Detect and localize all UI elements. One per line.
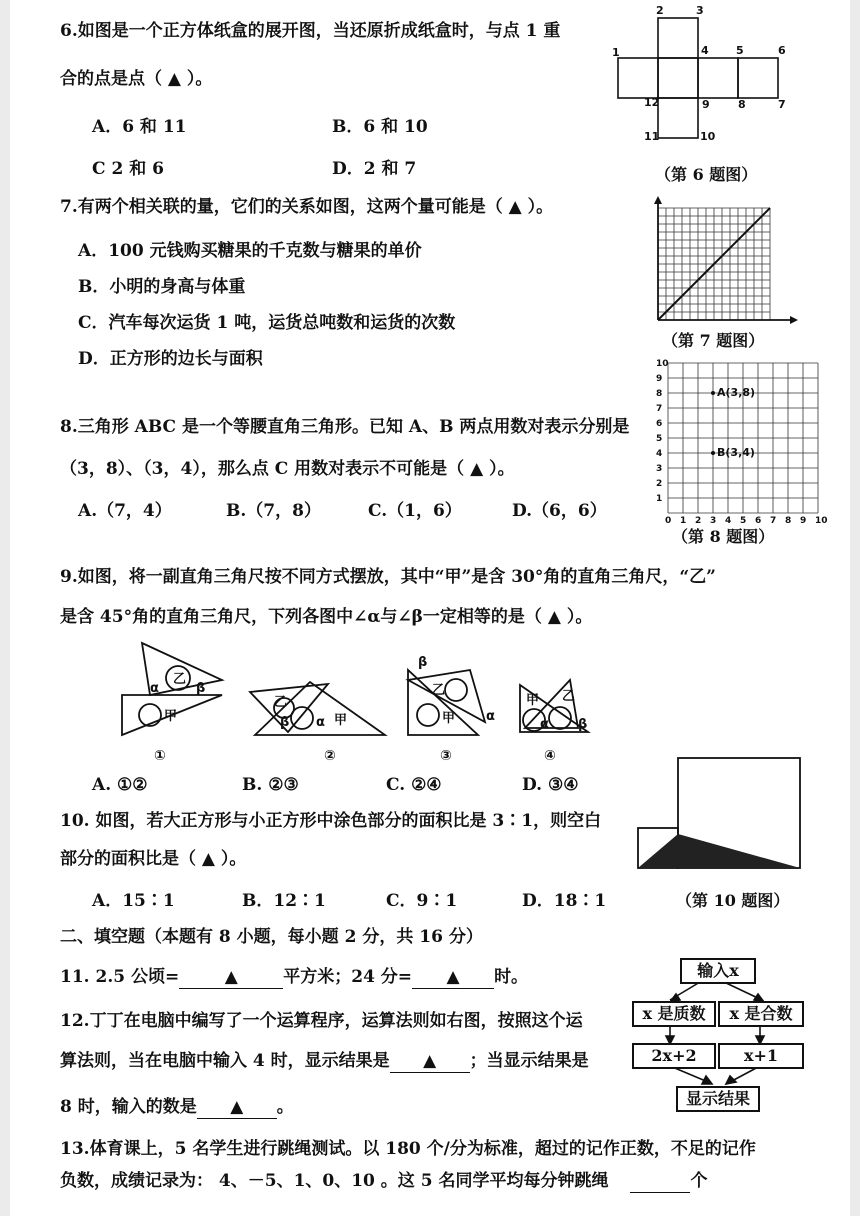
q10-figure-caption: （第 10 题图） bbox=[676, 891, 790, 910]
q10-stem-line1: 10. 如图，若大正方形与小正方形中涂色部分的面积比是 3∶1，则空白 bbox=[60, 811, 602, 831]
q8-x-tick-label: 3 bbox=[710, 516, 717, 526]
q10-option-a: A．15∶1 bbox=[92, 891, 175, 911]
q12-text-3: 8 时，输入的数是 bbox=[60, 1097, 197, 1117]
q12-stem-line3 bbox=[60, 1096, 294, 1119]
q8-y-tick-label: 7 bbox=[656, 404, 663, 414]
q11-text-3: 时。 bbox=[494, 967, 529, 987]
q8-x-tick-label: 8 bbox=[785, 516, 792, 526]
q6-net-label: 11 bbox=[644, 130, 660, 143]
q8-point-b-label: B(3,4) bbox=[717, 446, 755, 459]
q6-net-label: 6 bbox=[778, 44, 786, 57]
q8-y-tick-label: 4 bbox=[656, 449, 663, 459]
q8-x-tick-label: 7 bbox=[770, 516, 777, 526]
q8-x-tick-label: 0 bbox=[665, 516, 672, 526]
q6-net-label: 5 bbox=[736, 44, 744, 57]
q9-option-a: A. ①② bbox=[92, 775, 148, 795]
q12-stem-line2 bbox=[60, 1050, 589, 1073]
q12-flow-composite-operation-box: x+1 bbox=[718, 1043, 804, 1069]
q6-cube-net-figure bbox=[610, 0, 800, 150]
q9-figure-number-1: ① bbox=[154, 748, 166, 764]
q12-flow-composite-box: x 是合数 bbox=[718, 1001, 804, 1027]
q12-flow-prime-box: x 是质数 bbox=[632, 1001, 716, 1027]
q8-x-tick-label: 1 bbox=[680, 516, 687, 526]
q9-fig3-yi-mark: 乙 bbox=[432, 683, 446, 698]
q9-fig1-yi-mark: 乙 bbox=[173, 672, 187, 687]
q13-stem-line2 bbox=[60, 1170, 707, 1193]
q7-stem: 7.有两个相关联的量，它们的关系如图，这两个量可能是（ ▲ ）。 bbox=[60, 197, 554, 217]
q9-option-d: D. ③④ bbox=[522, 775, 579, 795]
q6-net-label: 7 bbox=[778, 98, 786, 111]
q12-flow-input-box: 输入x bbox=[680, 958, 756, 984]
q13-unit: 个 bbox=[690, 1171, 708, 1191]
q9-fig4-yi-mark: 乙 bbox=[562, 689, 576, 704]
q6-net-label: 1 bbox=[612, 46, 620, 59]
q8-x-tick-label: 10 bbox=[815, 516, 828, 526]
q6-net-label: 2 bbox=[656, 4, 664, 17]
q7-option-c: C．汽车每次运货 1 吨，运货总吨数和运货的次数 bbox=[78, 313, 456, 333]
q9-stem-line2: 是含 45°角的直角三角尺，下列各图中∠α与∠β一定相等的是（ ▲ ）。 bbox=[60, 607, 593, 627]
q9-fig3-alpha-mark: α bbox=[486, 709, 495, 724]
q6-net-label: 12 bbox=[644, 96, 660, 109]
q7-figure-caption: （第 7 题图） bbox=[662, 331, 765, 350]
q11-answer-blank-1[interactable]: ▲ bbox=[179, 966, 283, 989]
q8-option-d: D.（6，6） bbox=[512, 501, 607, 521]
q7-option-a: A．100 元钱购买糖果的千克数与糖果的单价 bbox=[78, 241, 422, 261]
q9-figure-number-2: ② bbox=[324, 748, 336, 764]
q6-option-d: D．2 和 7 bbox=[332, 159, 417, 179]
q12-text-1: 算法则，当在电脑中输入 4 时，显示结果是 bbox=[60, 1051, 390, 1071]
q13-answer-blank[interactable] bbox=[630, 1170, 690, 1193]
q9-fig3-beta-mark: β bbox=[418, 655, 428, 670]
left-page-edge bbox=[0, 0, 10, 1216]
q7-option-b: B．小明的身高与体重 bbox=[78, 277, 246, 297]
q9-fig2-alpha-mark: α bbox=[316, 715, 325, 730]
q9-fig1-alpha-mark: α bbox=[150, 681, 159, 696]
q11-line bbox=[60, 966, 528, 989]
q6-net-label: 9 bbox=[702, 98, 710, 111]
q6-net-label: 10 bbox=[700, 130, 716, 143]
q10-option-d: D．18∶1 bbox=[522, 891, 607, 911]
q12-answer-blank-2[interactable]: ▲ bbox=[197, 1096, 277, 1119]
q13-text-1: 负数，成绩记录为： 4、－5、1、0、10 。这 5 名同学平均每分钟跳绳 bbox=[60, 1171, 609, 1191]
q12-text-4: 。 bbox=[276, 1097, 294, 1117]
q9-option-b: B. ②③ bbox=[242, 775, 299, 795]
q12-text-2: ；当显示结果是 bbox=[469, 1051, 589, 1071]
q8-y-tick-label: 1 bbox=[656, 494, 663, 504]
q6-net-label: 4 bbox=[701, 44, 709, 57]
q7-option-d: D．正方形的边长与面积 bbox=[78, 349, 263, 369]
q8-y-tick-label: 3 bbox=[656, 464, 663, 474]
q8-option-b: B.（7，8） bbox=[226, 501, 321, 521]
q6-stem-line1: 6.如图是一个正方体纸盒的展开图，当还原折成纸盒时，与点 1 重 bbox=[60, 21, 561, 41]
q8-option-c: C.（1，6） bbox=[368, 501, 462, 521]
q9-fig3-jia-mark: 甲 bbox=[442, 711, 456, 726]
q9-fig4-alpha-mark: α bbox=[540, 717, 549, 732]
q8-coordinate-grid bbox=[648, 359, 828, 526]
q11-text-2: 平方米；24 分= bbox=[283, 967, 413, 987]
q12-answer-blank-1[interactable]: ▲ bbox=[390, 1050, 470, 1073]
q10-stem-line2: 部分的面积比是（ ▲ ）。 bbox=[60, 849, 247, 869]
q12-stem-line1: 12.丁丁在电脑中编写了一个运算程序，运算法则如右图，按照这个运 bbox=[60, 1011, 583, 1031]
q9-option-c: C. ②④ bbox=[386, 775, 442, 795]
q8-x-tick-label: 2 bbox=[695, 516, 702, 526]
q8-figure-caption: （第 8 题图） bbox=[672, 527, 775, 546]
q9-figure-number-3: ③ bbox=[440, 748, 452, 764]
q8-x-tick-label: 4 bbox=[725, 516, 732, 526]
q10-squares-figure bbox=[636, 756, 806, 872]
q8-stem-line2: （3，8）、（3，4），那么点 C 用数对表示不可能是（ ▲ ）。 bbox=[60, 459, 515, 479]
q10-option-c: C．9∶1 bbox=[386, 891, 458, 911]
q8-y-tick-label: 5 bbox=[656, 434, 663, 444]
q6-net-label: 3 bbox=[696, 4, 704, 17]
q8-y-tick-label: 6 bbox=[656, 419, 663, 429]
q6-figure-caption: （第 6 题图） bbox=[655, 165, 758, 184]
q9-triangle-rulers-figures bbox=[120, 640, 620, 770]
q12-flow-prime-operation-box: 2x+2 bbox=[632, 1043, 716, 1069]
right-page-edge bbox=[850, 0, 860, 1216]
q7-direct-proportion-graph bbox=[648, 196, 798, 326]
q8-y-tick-label: 8 bbox=[656, 389, 663, 399]
q6-stem-line2: 合的点是点（ ▲ ）。 bbox=[60, 69, 213, 89]
q9-fig2-yi-mark: 乙 bbox=[274, 695, 288, 710]
q6-net-label: 8 bbox=[738, 98, 746, 111]
q6-option-b: B．6 和 10 bbox=[332, 117, 428, 137]
q9-fig4-jia-mark: 甲 bbox=[526, 693, 540, 708]
section-heading-fill-in: 二、填空题（本题有 8 小题，每小题 2 分，共 16 分） bbox=[60, 927, 483, 947]
q9-fig2-beta-mark: β bbox=[280, 715, 290, 730]
q9-fig1-jia-mark: 甲 bbox=[164, 709, 178, 724]
q8-y-tick-label: 10 bbox=[656, 359, 669, 369]
q8-x-tick-label: 6 bbox=[755, 516, 762, 526]
q8-y-tick-label: 2 bbox=[656, 479, 663, 489]
q10-option-b: B．12∶1 bbox=[242, 891, 326, 911]
q11-text-1: 11. 2.5 公顷= bbox=[60, 967, 180, 987]
q8-option-a: A.（7，4） bbox=[78, 501, 172, 521]
q8-x-tick-label: 5 bbox=[740, 516, 747, 526]
q8-x-tick-label: 9 bbox=[800, 516, 807, 526]
q8-stem-line1: 8.三角形 ABC 是一个等腰直角三角形。已知 A、B 两点用数对表示分别是 bbox=[60, 417, 630, 437]
q9-fig1-beta-mark: β bbox=[196, 681, 206, 696]
q12-flow-output-box: 显示结果 bbox=[676, 1086, 760, 1112]
q6-option-c: C 2 和 6 bbox=[92, 159, 164, 179]
q11-answer-blank-2[interactable]: ▲ bbox=[412, 966, 494, 989]
q6-option-a: A．6 和 11 bbox=[92, 117, 187, 137]
q9-stem-line1: 9.如图，将一副直角三角尺按不同方式摆放，其中“甲”是含 30°角的直角三角尺，“乙” bbox=[60, 567, 716, 587]
q9-fig4-beta-mark: β bbox=[578, 717, 588, 732]
q9-fig2-jia-mark: 甲 bbox=[334, 713, 348, 728]
q13-stem-line1: 13.体育课上，5 名学生进行跳绳测试。以 180 个/分为标准，超过的记作正数，不足的记作 bbox=[60, 1139, 756, 1159]
q8-y-tick-label: 9 bbox=[656, 374, 663, 384]
q8-point-a-label: A(3,8) bbox=[717, 386, 756, 399]
q9-figure-number-4: ④ bbox=[544, 748, 556, 764]
